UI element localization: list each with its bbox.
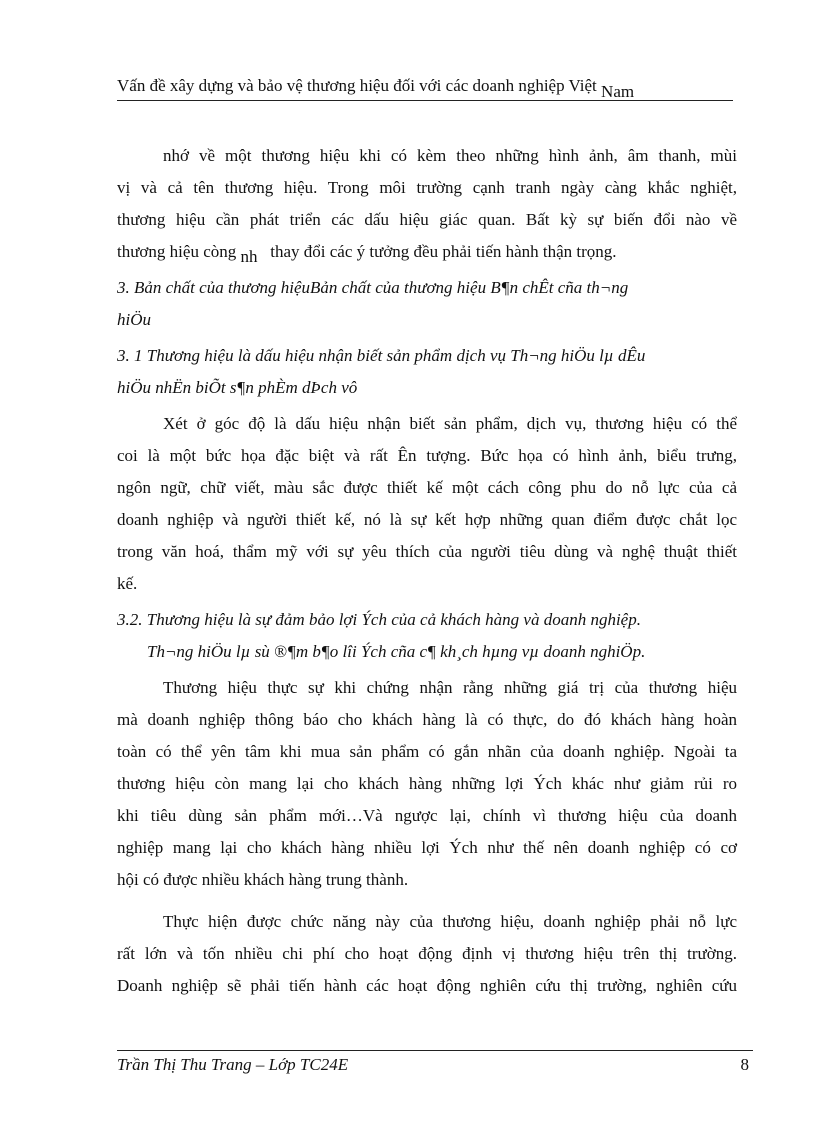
- paragraph-line: coi là một bức họa đặc biệt và rất Ên tượng. Bức họa có hình ảnh, biểu trưng,: [117, 446, 737, 465]
- page-header: [117, 76, 733, 101]
- paragraph-line: [117, 236, 737, 268]
- page-body: [117, 140, 737, 1002]
- page-number: 8: [740, 1055, 749, 1074]
- paragraph-line: rất lớn và tốn nhiều chi phí cho hoạt động định vị thương hiệu trên thị trường.: [117, 944, 737, 963]
- paragraph-line: hội có được nhiều khách hàng trung thành.: [117, 870, 409, 889]
- subsection-heading: Th¬ng hiÖu lµ sù ®¶m b¶o lîi Ých cña c¶ kh¸ch hµng vµ doanh nghiÖp.: [147, 642, 646, 661]
- subsection-heading: 3. 1 Thương hiệu là dấu hiệu nhận biết sản phẩm dịch vụ Th¬ng hiÖu lµ dÊu: [117, 346, 646, 365]
- paragraph-line: thương hiệu còn mang lại cho khách hàng những lợi Ých khác như giảm rủi ro: [117, 774, 737, 793]
- paragraph-line: kế.: [117, 574, 138, 593]
- footer-author: Trần Thị Thu Trang – Lớp TC24E: [117, 1055, 349, 1074]
- paragraph-line: nhớ về một thương hiệu khi có kèm theo những hình ảnh, âm thanh, mùi: [163, 146, 737, 165]
- header-title: Vấn đề xây dựng và bảo vệ thương hiệu đối với các doanh nghiệp Việt: [117, 76, 597, 95]
- paragraph-line: doanh nghiệp và người thiết kế, nó là sự kết hợp những quan điểm được chắt lọc: [117, 510, 737, 529]
- paragraph-line: nghiệp mang lại cho khách hàng nhiều lợi Ých như thế nên doanh nghiệp có cơ: [117, 838, 737, 857]
- paragraph-fragment: thương hiệu còng: [117, 242, 237, 261]
- paragraph-line: khi tiêu dùng sản phẩm mới…Và ngược lại, chính vì thương hiệu của doanh: [117, 806, 737, 825]
- paragraph-line: Thương hiệu thực sự khi chứng nhận rằng những giá trị của thương hiệu: [163, 678, 737, 697]
- paragraph-fragment: thay đổi các ý tưởng đều phải tiến hành thận trọng.: [270, 242, 617, 261]
- paragraph-line: mà doanh nghiệp thông báo cho khách hàng là có thực, do đó khách hàng hoàn: [117, 710, 737, 729]
- page-footer: [117, 1050, 753, 1079]
- paragraph-line: Doanh nghiệp sẽ phải tiến hành các hoạt động nghiên cứu thị trường, nghiên cứu: [117, 976, 737, 995]
- paragraph-line: trong văn hoá, thẩm mỹ với sự yêu thích của người tiêu dùng và nghệ thuật thiết: [117, 542, 737, 561]
- paragraph-line: Thực hiện được chức năng này của thương hiệu, doanh nghiệp phải nỗ lực: [163, 912, 737, 931]
- section-heading: hiÖu: [117, 310, 151, 329]
- paragraph-line: ngôn ngữ, chữ viết, màu sắc được thiết kế một cách công phu do nỗ lực của cả: [117, 478, 737, 497]
- paragraph-line: thương hiệu cần phát triển các dấu hiệu giác quan. Bất kỳ sự biến đổi nào về: [117, 210, 737, 229]
- section-heading: 3. Bản chất của thương hiệuBản chất của thương hiệu B¶n chÊt cña th¬ng: [117, 278, 629, 297]
- subsection-heading: hiÖu nhËn biÕt s¶n phÈm dÞch vô: [117, 378, 358, 397]
- header-title-tail: Nam: [601, 82, 635, 101]
- paragraph-line: Xét ở góc độ là dấu hiệu nhận biết sản phẩm, dịch vụ, thương hiệu có thể: [163, 414, 737, 433]
- paragraph-line: vị và cả tên thương hiệu. Trong môi trường cạnh tranh ngày càng khắc nghiệt,: [117, 178, 737, 197]
- paragraph-line: toàn có thể yên tâm khi mua sản phẩm có gắn nhãn của doanh nghiệp. Ngoài ta: [117, 742, 737, 761]
- subsection-heading: 3.2. Thương hiệu là sự đảm bảo lợi Ých của cả khách hàng và doanh nghiệp.: [117, 610, 641, 629]
- paragraph-fragment: nh: [240, 247, 258, 266]
